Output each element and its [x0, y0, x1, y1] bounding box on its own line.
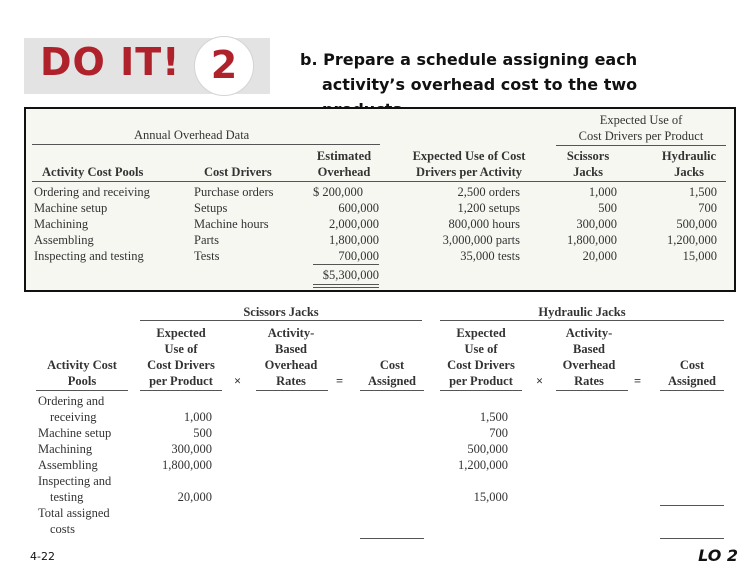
pool-label: testing: [50, 490, 84, 504]
learning-objective: LO 2: [698, 546, 738, 565]
row-hydraulic: 500,000: [676, 217, 717, 231]
row-hydraulic: 1,500: [688, 185, 717, 199]
col-scissors-1: Scissors: [566, 149, 610, 163]
scissors-value: 20,000: [177, 490, 212, 504]
hydraulic-jacks-title: Hydraulic Jacks: [538, 305, 626, 319]
expected-use-title-1: Expected Use of: [599, 113, 683, 127]
header-rule: [440, 390, 522, 391]
scissors-value: 1,800,000: [162, 458, 212, 472]
header-rule: [556, 390, 628, 391]
divider: [556, 145, 726, 146]
equals-sign: =: [336, 374, 344, 388]
hy-rates-h1: Activity-: [565, 326, 613, 340]
hy-expected-h1: Expected: [456, 326, 506, 340]
sc-rates-h4: Rates: [276, 374, 306, 388]
total-overhead: $5,300,000: [322, 268, 379, 282]
scissors-value: 500: [193, 426, 212, 440]
pool-label: Total assigned: [38, 506, 110, 520]
row-pool: Machine setup: [34, 201, 108, 215]
hy-expected-h2: Use of: [464, 342, 498, 356]
exercise-number: 2: [210, 43, 238, 87]
hydraulic-value: 1,200,000: [458, 458, 508, 472]
divider: [140, 320, 422, 321]
row-driver: Setups: [194, 201, 228, 215]
pool-label: receiving: [50, 410, 97, 424]
sc-expected-h2: Use of: [164, 342, 198, 356]
page-number: 4-22: [30, 550, 55, 563]
hy-cost-h1: Cost: [679, 358, 705, 372]
row-scissors: 300,000: [576, 217, 617, 231]
pool-label: costs: [50, 522, 75, 536]
row-driver: Parts: [194, 233, 219, 247]
times-sign: ×: [234, 374, 242, 388]
pool-label: Inspecting and: [38, 474, 112, 488]
pool-label: Ordering and: [38, 394, 105, 408]
row-driver: Machine hours: [194, 217, 269, 231]
row-hydraulic: 15,000: [682, 249, 717, 263]
hy-rates-h3: Overhead: [562, 358, 616, 372]
instruction-line-2: activity’s overhead cost to the two: [322, 75, 638, 94]
pools-header-1: Activity Cost: [47, 358, 117, 372]
divider: [440, 320, 724, 321]
instruction-line-1: b. Prepare a schedule assigning each: [300, 50, 638, 69]
hydraulic-value: 1,500: [479, 410, 508, 424]
sc-expected-h4: per Product: [149, 374, 213, 388]
row-overhead: 600,000: [338, 201, 379, 215]
hy-cost-h2: Assigned: [668, 374, 716, 388]
subtotal-rule: [660, 505, 724, 506]
row-scissors: 20,000: [582, 249, 617, 263]
pool-label: Machining: [38, 442, 93, 456]
total-double-rule: [313, 287, 379, 288]
row-driver: Purchase orders: [194, 185, 274, 199]
row-scissors: 1,800,000: [567, 233, 617, 247]
hy-rates-h4: Rates: [574, 374, 604, 388]
col-expected-1: Expected Use of Cost: [412, 149, 526, 163]
header-rule: [36, 390, 128, 391]
sc-cost-h2: Assigned: [368, 374, 416, 388]
pool-label: Assembling: [38, 458, 98, 472]
row-expected: 3,000,000 parts: [442, 233, 520, 247]
pool-label: Machine setup: [38, 426, 112, 440]
scissors-value: 1,000: [183, 410, 212, 424]
total-rule: [360, 538, 424, 539]
total-rule: [313, 264, 379, 265]
total-rule: [660, 538, 724, 539]
row-hydraulic: 700: [698, 201, 717, 215]
header-rule: [360, 390, 424, 391]
hydraulic-value: 700: [489, 426, 508, 440]
row-pool: Inspecting and testing: [34, 249, 144, 263]
row-expected: 2,500 orders: [457, 185, 520, 199]
exercise-number-badge: [194, 36, 254, 96]
col-activity-cost-pools: Activity Cost Pools: [42, 165, 144, 179]
annual-overhead-table: [24, 107, 736, 292]
row-overhead: 700,000: [338, 249, 379, 263]
hy-expected-h4: per Product: [449, 374, 513, 388]
row-expected: 35,000 tests: [460, 249, 520, 263]
header-rule: [660, 390, 724, 391]
col-cost-drivers: Cost Drivers: [204, 165, 272, 179]
row-scissors: 1,000: [588, 185, 617, 199]
row-hydraulic: 1,200,000: [667, 233, 717, 247]
row-driver: Tests: [194, 249, 220, 263]
col-hydraulic-2: Jacks: [674, 165, 704, 179]
row-overhead: 1,800,000: [329, 233, 379, 247]
total-double-rule: [313, 284, 379, 285]
row-pool: Ordering and receiving: [34, 185, 150, 199]
col-estimated-1: Estimated: [316, 149, 372, 163]
sc-rates-h1: Activity-: [267, 326, 315, 340]
hy-rates-h2: Based: [573, 342, 605, 356]
header-rule: [140, 390, 222, 391]
pools-header-2: Pools: [67, 374, 97, 388]
sc-cost-h1: Cost: [379, 358, 405, 372]
divider: [32, 144, 380, 145]
hydraulic-value: 500,000: [467, 442, 508, 456]
scissors-jacks-title: Scissors Jacks: [243, 305, 319, 319]
row-pool: Assembling: [34, 233, 94, 247]
col-hydraulic-1: Hydraulic: [661, 149, 717, 163]
annual-overhead-title: Annual Overhead Data: [134, 128, 250, 142]
sc-expected-h1: Expected: [156, 326, 206, 340]
row-expected: 1,200 setups: [457, 201, 520, 215]
col-scissors-2: Jacks: [573, 165, 603, 179]
hydraulic-value: 15,000: [473, 490, 508, 504]
do-it-title: DO IT!: [40, 40, 181, 84]
row-overhead: 2,000,000: [329, 217, 379, 231]
times-sign: ×: [536, 374, 544, 388]
header-divider: [32, 181, 726, 182]
hy-expected-h3: Cost Drivers: [447, 358, 515, 372]
col-estimated-2: Overhead: [317, 165, 371, 179]
row-expected: 800,000 hours: [448, 217, 520, 231]
equals-sign: =: [634, 374, 642, 388]
header-rule: [256, 390, 328, 391]
sc-rates-h2: Based: [275, 342, 307, 356]
col-expected-2: Drivers per Activity: [416, 165, 522, 179]
scissors-value: 300,000: [171, 442, 212, 456]
sc-rates-h3: Overhead: [264, 358, 318, 372]
row-overhead: $ 200,000: [313, 185, 363, 199]
row-pool: Machining: [34, 217, 89, 231]
sc-expected-h3: Cost Drivers: [147, 358, 215, 372]
expected-use-title-2: Cost Drivers per Product: [578, 129, 704, 143]
row-scissors: 500: [598, 201, 617, 215]
